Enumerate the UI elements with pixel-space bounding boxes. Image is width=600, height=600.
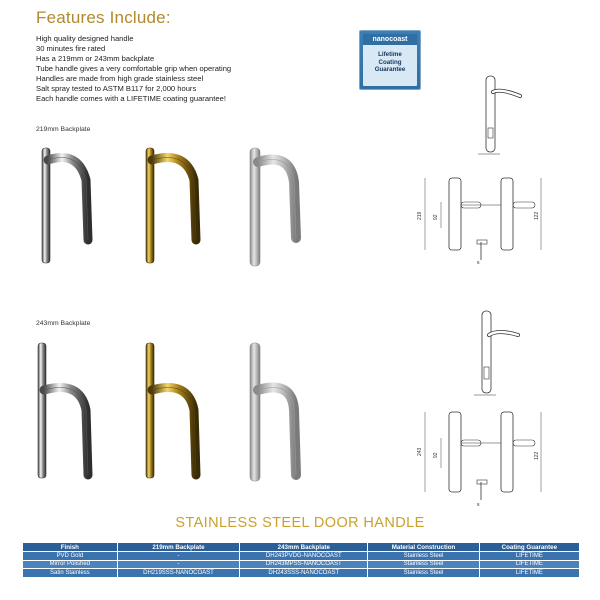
- section-label-243: 243mm Backplate: [36, 320, 91, 327]
- dim-219: 219: [417, 211, 423, 220]
- table-cell: -: [117, 552, 240, 561]
- front-view-diagram-243: [415, 408, 555, 508]
- table-cell: DH219SSS-NANOCOAST: [117, 569, 240, 578]
- badge-text-coating: Coating: [378, 58, 402, 66]
- column-header: 219mm Backplate: [117, 543, 240, 552]
- table-cell: Satin Stainless: [23, 569, 118, 578]
- handle-photo-chrome-243: [30, 335, 110, 485]
- table-cell: DH243SSS-NANOCOAST: [240, 569, 368, 578]
- badge-text-guarantee: Guarantee: [374, 66, 406, 73]
- section-label-219: 219mm Backplate: [36, 126, 91, 133]
- dim-122-b: 122: [534, 451, 540, 460]
- column-header: Material Construction: [368, 543, 479, 552]
- badge-text-lifetime: Lifetime: [378, 51, 402, 58]
- table-cell: Mirror Polished: [23, 560, 118, 569]
- table-cell: LIFETIME: [479, 552, 579, 561]
- features-list: [36, 34, 336, 104]
- table-row: [23, 552, 580, 561]
- feature-item: Salt spray tested to ASTM B117 for 2,000 hours: [36, 84, 197, 93]
- table-row: [23, 560, 580, 569]
- table-row: [23, 569, 580, 578]
- table-cell: PVD Gold: [23, 552, 118, 561]
- column-header: 243mm Backplate: [240, 543, 368, 552]
- feature-item: High quality designed handle: [36, 34, 134, 43]
- column-header: Finish: [23, 543, 118, 552]
- dim-92: 92: [433, 214, 439, 220]
- feature-item: Handles are made from high grade stainless steel: [36, 74, 204, 83]
- dim-92-b: 92: [433, 452, 439, 458]
- nanocoast-guarantee-badge: [359, 30, 421, 90]
- table-cell: LIFETIME: [479, 560, 579, 569]
- product-title: STAINLESS STEEL DOOR HANDLE: [175, 515, 425, 531]
- dim-122: 122: [534, 211, 540, 220]
- dim-8: 8: [477, 260, 480, 265]
- handle-photo-satin-243: [240, 335, 320, 485]
- front-view-diagram-219: [415, 172, 555, 267]
- table-cell: Stainless Steel: [368, 552, 479, 561]
- spec-table: [22, 542, 580, 578]
- table-cell: DH243PVDG-NANOCOAST: [240, 552, 368, 561]
- nanocoast-logo: nanocoast: [363, 34, 417, 45]
- table-cell: Stainless Steel: [368, 569, 479, 578]
- table-cell: LIFETIME: [479, 569, 579, 578]
- handle-photo-gold-219: [138, 140, 218, 270]
- feature-item: Has a 219mm or 243mm backplate: [36, 54, 155, 63]
- side-view-diagram-243: [460, 305, 540, 400]
- table-cell: -: [117, 560, 240, 569]
- dim-243: 243: [417, 447, 423, 456]
- table-cell: Stainless Steel: [368, 560, 479, 569]
- table-cell: DH243MPSS-NANOCOAST: [240, 560, 368, 569]
- side-view-diagram-219: [460, 70, 540, 160]
- dim-8-b: 8: [477, 502, 480, 507]
- features-title: Features Include:: [36, 8, 171, 27]
- handle-photo-satin-219: [240, 140, 320, 270]
- feature-item: Each handle comes with a LIFETIME coating guarantee!: [36, 94, 226, 103]
- handle-photo-chrome-219: [30, 140, 110, 270]
- column-header: Coating Guarantee: [479, 543, 579, 552]
- table-header-row: [23, 543, 580, 552]
- handle-photo-gold-243: [138, 335, 218, 485]
- feature-item: 30 minutes fire rated: [36, 44, 106, 53]
- feature-item: Tube handle gives a very comfortable grip when operating: [36, 64, 232, 73]
